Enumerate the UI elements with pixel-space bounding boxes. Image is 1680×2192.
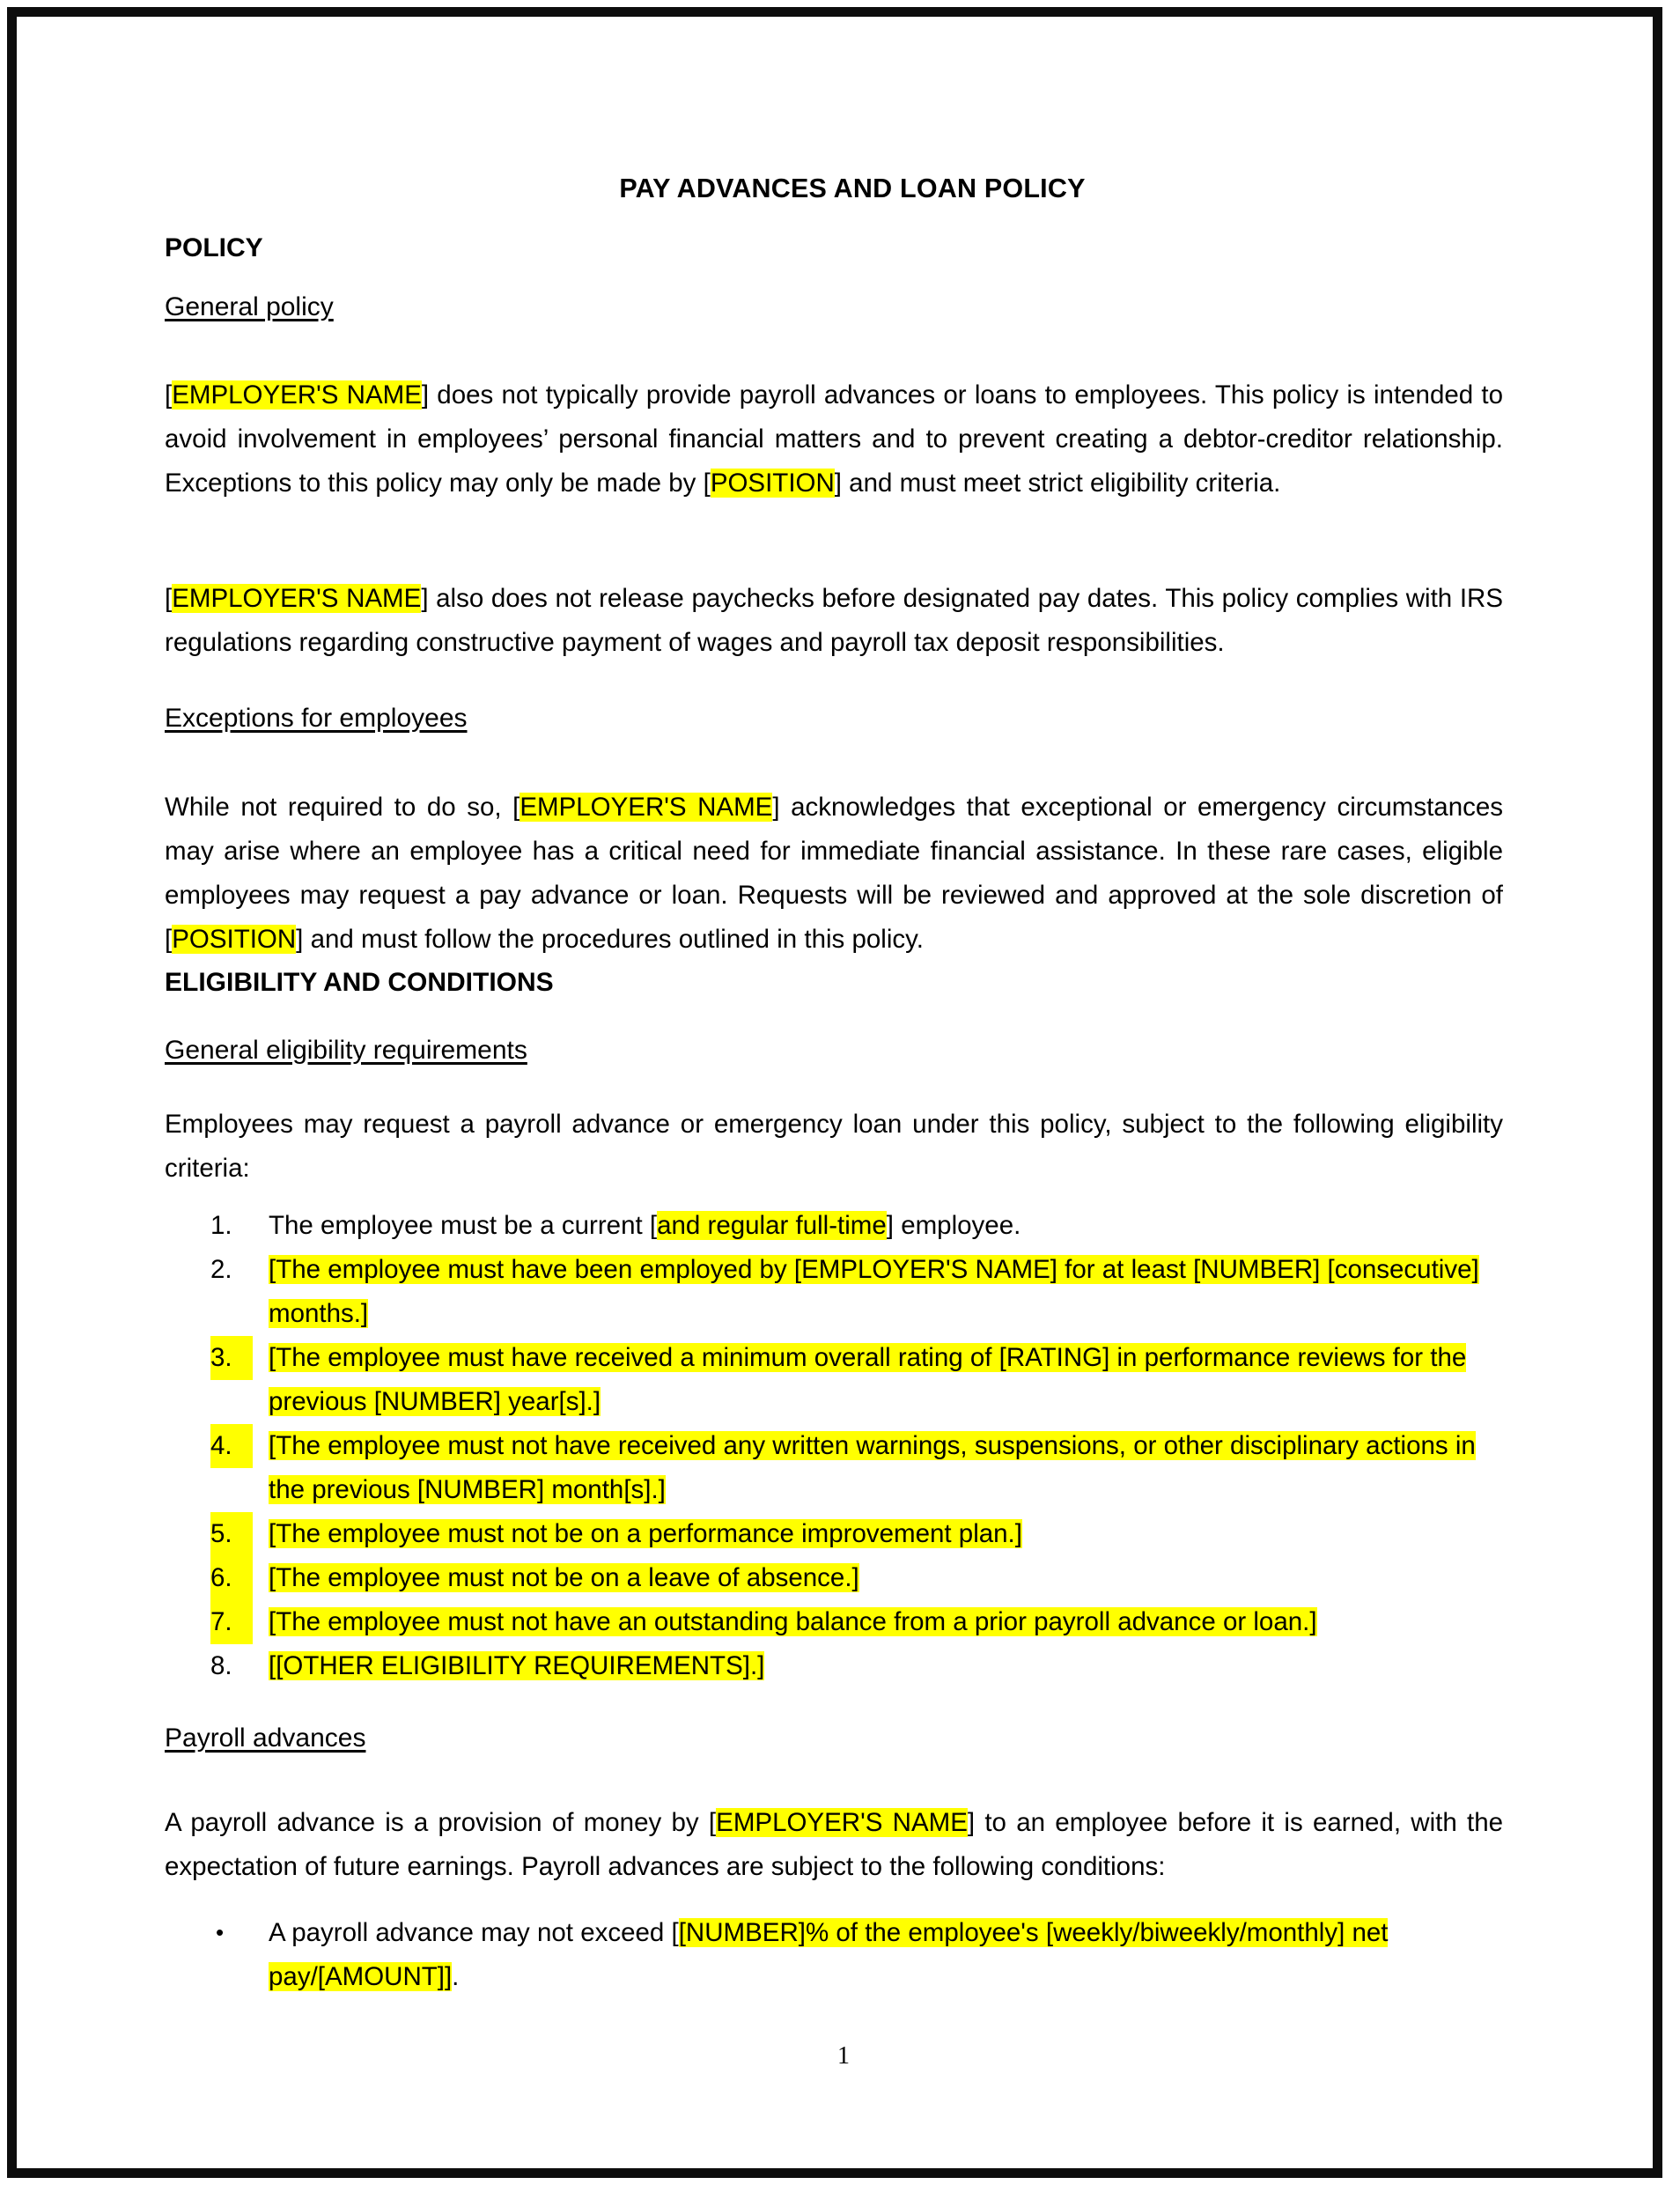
highlighted-placeholder-text: [[OTHER ELIGIBILITY REQUIREMENTS].]	[269, 1651, 765, 1680]
placeholder-position: POSITION	[172, 925, 297, 954]
document-page	[7, 7, 1662, 2178]
placeholder-position: POSITION	[710, 469, 835, 498]
list-item	[165, 1644, 1503, 1688]
paragraph-payroll-advances	[165, 1801, 1503, 1889]
highlighted-placeholder-text: [The employee must not be on a leave of absence.]	[269, 1563, 859, 1592]
highlighted-placeholder-text: and regular full-time	[657, 1211, 887, 1240]
list-item	[165, 1204, 1503, 1248]
highlighted-placeholder-text: [NUMBER]% of the employee's [weekly/biweekly/monthly] net pay/[AMOUNT]]	[269, 1918, 1389, 1991]
document-title: PAY ADVANCES AND LOAN POLICY	[619, 173, 1086, 203]
list-item-number: 8.	[210, 1651, 232, 1680]
heading-eligibility-and-conditions: ELIGIBILITY AND CONDITIONS	[165, 968, 554, 997]
list-item-number: 7.	[210, 1600, 253, 1644]
paragraph-text: ] does not typically provide payroll advances or loans to employees. This policy is intended to avoid involvement in employees’ personal financial matters and to prevent creating a debtor-creditor relationship. Exceptions to this policy may only be made by [	[165, 380, 1503, 498]
heading-general-eligibility-requirements: General eligibility requirements	[165, 1036, 527, 1065]
placeholder-employer-name: EMPLOYER'S NAME	[519, 793, 773, 822]
paragraph-text: ] to an employee before it is earned, with the expectation of future earnings. Payroll advances are subject to the following conditions:	[165, 1808, 1504, 1881]
heading-policy: POLICY	[165, 233, 263, 262]
page-number: 1	[837, 2042, 850, 2070]
placeholder-employer-name: EMPLOYER'S NAME	[172, 584, 422, 613]
heading-exceptions-for-employees: Exceptions for employees	[165, 704, 468, 733]
paragraph-text: ] also does not release paychecks before designated pay dates. This policy complies with IRS regulations regarding constructive payment of wages and payroll tax deposit responsibilities.	[165, 584, 1503, 657]
paragraph-text: A payroll advance is a provision of money by [	[165, 1808, 717, 1837]
placeholder-employer-name: EMPLOYER'S NAME	[716, 1808, 968, 1837]
list-item-number: 1.	[210, 1211, 232, 1240]
list-item-number: 3.	[210, 1336, 253, 1380]
paragraph-eligibility-intro	[165, 1103, 1503, 1191]
paragraph-text: While not required to do so, [	[165, 793, 520, 822]
highlighted-placeholder-text: [The employee must not be on a performance improvement plan.]	[269, 1519, 1022, 1548]
list-item	[165, 1600, 1503, 1644]
list-item	[165, 1248, 1503, 1336]
highlighted-placeholder-text: [The employee must have been employed by [EMPLOYER'S NAME] for at least [NUMBER] [consecutive] months.]	[269, 1255, 1479, 1328]
list-item	[165, 1336, 1503, 1424]
list-item-text: A payroll advance may not exceed [	[269, 1918, 679, 1947]
paragraph-text: ] and must meet strict eligibility criteria.	[834, 469, 1281, 498]
paragraph-text: ] acknowledges that exceptional or emergency circumstances may arise where an employee has a critical need for immediate financial assistance. In these rare cases, eligible employees may request a pay advance or loan. Requests will be reviewed and approved at the sole discretion of [	[165, 793, 1504, 954]
heading-payroll-advances: Payroll advances	[165, 1723, 366, 1753]
paragraph-text: ] and must follow the procedures outlined in this policy.	[296, 925, 924, 954]
list-item-text: ] employee.	[886, 1211, 1021, 1240]
highlighted-placeholder-text: [The employee must not have received any written warnings, suspensions, or other disciplinary actions in the previous [NUMBER] month[s].]	[269, 1431, 1476, 1504]
highlighted-placeholder-text: [The employee must not have an outstanding balance from a prior payroll advance or loan.]	[269, 1607, 1317, 1636]
list-item-number: 6.	[210, 1556, 253, 1600]
eligibility-criteria-list	[165, 1204, 1503, 1688]
list-item-number: 4.	[210, 1424, 253, 1468]
list-item-number: 5.	[210, 1512, 253, 1556]
paragraph-general-policy-1: [EMPLOYER'S NAME] does not typically provide payroll advances or loans to employees. This policy is intended to avoid involvement in employees’ personal financial matters and to prevent creating a debtor-creditor relationship. Exceptions to this policy may only be made by [POSITION] and must meet strict eligibility criteria.	[165, 380, 1503, 498]
placeholder-employer-name: EMPLOYER'S NAME	[172, 380, 422, 410]
list-item	[165, 1512, 1503, 1556]
list-item-text: .	[452, 1962, 460, 1991]
paragraph-exceptions	[165, 786, 1503, 962]
list-item	[165, 1424, 1503, 1512]
heading-general-policy: General policy	[165, 292, 334, 321]
payroll-advance-conditions-list	[165, 1911, 1503, 1999]
list-item-number: 2.	[210, 1255, 232, 1284]
bullet-icon: •	[216, 1919, 225, 1945]
highlighted-placeholder-text: [The employee must have received a minimum overall rating of [RATING] in performance reviews for the previous [NUMBER] year[s].]	[269, 1343, 1467, 1416]
paragraph-general-policy-2: [EMPLOYER'S NAME] also does not release paychecks before designated pay dates. This policy complies with IRS regulations regarding constructive payment of wages and payroll tax deposit responsibilities.	[165, 584, 1503, 657]
list-item	[165, 1911, 1503, 1999]
list-item-text: The employee must be a current [	[269, 1211, 658, 1240]
list-item	[165, 1556, 1503, 1600]
paragraph-text: Employees may request a payroll advance or emergency loan under this policy, subject to the following eligibility criteria:	[165, 1110, 1503, 1183]
